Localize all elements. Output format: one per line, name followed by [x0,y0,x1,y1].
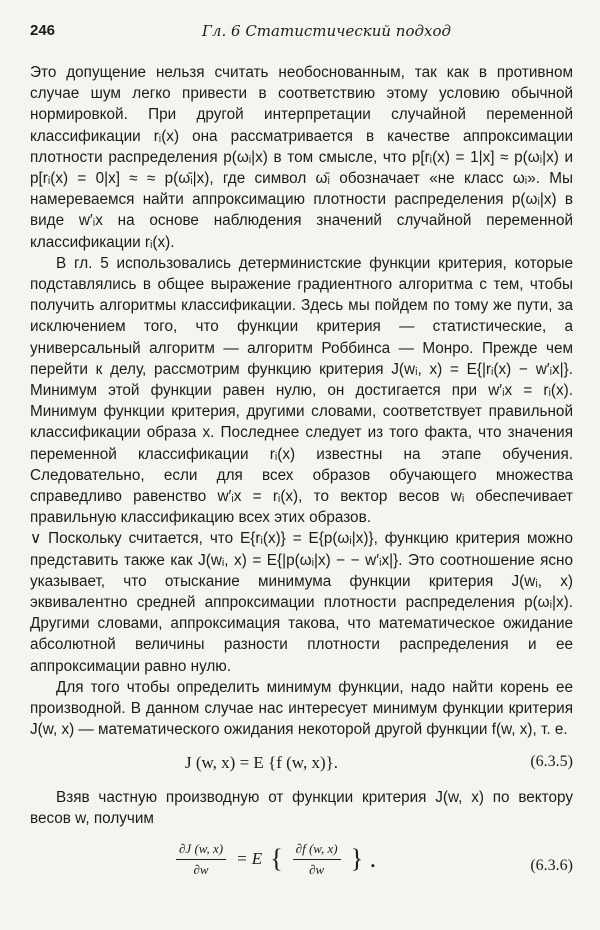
equation-6-3-5-formula: J (w, x) = E {f (w, x)}. [184,752,339,772]
rhs-fraction [293,841,341,878]
equation-6-3-5 [30,741,573,787]
page-body [30,62,573,895]
equation-6-3-6 [30,839,573,895]
paragraph-1: Это допущение нельзя считать необоснованным, так как в противном случае шум легко привести в соответствию этому условию обычной нормировкой. При другой интерпретации случайной переменной классификации rᵢ(x) она рассматривается в качестве аппроксимации плотности распределения p(ωᵢ|x) в том смысле, что p[rᵢ(x) = 1|x] ≈ p(ωᵢ|x) и p[rᵢ(x) = 0|x] ≈ ≈ p(ω̄ᵢ|x), где символ ω̄ᵢ обозначает «не класс ωᵢ». Мы намереваемся найти аппроксимацию плотности распределения p(ωᵢ|x) в виде w′ᵢx на основе наблюдения значений случайной переменной классификации rᵢ(x). [30,64,573,251]
lhs-denominator: ∂w [193,861,209,877]
equals-expectation: = E [236,849,263,869]
page-number: 246 [30,22,56,39]
open-brace: { [270,844,283,874]
equation-6-3-6-formula [170,841,380,878]
page-header [30,22,570,42]
running-head: Гл. 6 Статистический подход [202,22,451,40]
paragraph-3: ∨ Поскольку считается, что E{rᵢ(x)} = E{p(ωᵢ|x)}, функцию критерия можно представить также как J(wᵢ, x) = E{|p(ωᵢ|x) − − w′ᵢx|}. Это соотношение ясно указывает, что отыскание минимума функции критерия J(wᵢ, x) эквивалентно средней аппроксимации плотности распределения p(ωᵢ|x). Другими словами, аппроксимация такова, что математическое ожидание абсолютной величины разности плотности распределения и ее аппроксимации равно нулю. [30,530,573,675]
paragraph-4: Для того чтобы определить минимум функции, надо найти корень ее производной. В данном случае нас интересует минимум функции критерия J(w, x) — математического ожидания некоторой другой функции f(w, x), т. е. [30,678,573,739]
lhs-fraction [176,841,226,878]
lhs-numerator: ∂J (w, x) [176,841,226,860]
equation-6-3-5-number: (6.3.5) [530,752,573,770]
equation-6-3-6-number: (6.3.6) [530,856,573,874]
rhs-numerator: ∂f (w, x) [293,841,341,860]
close-brace: } . [350,844,377,874]
paragraph-2: В гл. 5 использовались детерминистские функции критерия, которые подставлялись в общее выражение градиентного алгоритма с тем, чтобы получить алгоритмы классификации. Здесь мы пойдем по тому же пути, за исключением того, что функции критерия — статистические, а универсальный алгоритм — алгоритм Роббинса — Монро. Прежде чем перейти к делу, рассмотрим функцию критерия J(wᵢ, x) = E{|rᵢ(x) − w′ᵢx|}. Минимум этой функции равен нулю, он достигается при w′ᵢx = rᵢ(x). Минимум функции критерия, другими словами, соответствует правильной классификации образа x. Последнее следует из того факта, что значения переменной классификации rᵢ(x) известны на этапе обучения. Следовательно, если для всех образов обучающего множества справедливо равенство w′ᵢx = rᵢ(x), то вектор весов wᵢ обеспечивает правильную классификацию всех этих образов. [30,254,573,527]
paragraph-5: Взяв частную производную от функции критерия J(w, x) по вектору весов w, получим [30,788,573,827]
rhs-denominator: ∂w [309,861,325,877]
